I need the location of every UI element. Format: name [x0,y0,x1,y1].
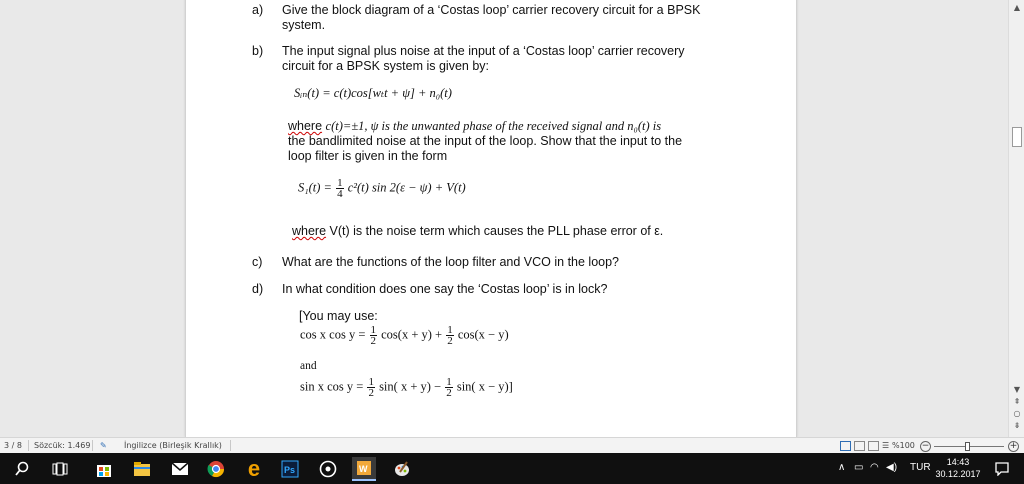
scroll-up-arrow-icon[interactable]: ▲ [1013,3,1021,12]
question-b-text [282,44,782,74]
half-4-num: 1 [446,376,452,388]
half-3-num: 1 [368,376,374,388]
word-count[interactable]: Sözcük: 1.469 [34,441,91,450]
question-a-letter: a) [252,3,264,17]
where-line-2-rest: V(t) is the noise term which causes the PLL phase error of ε. [329,224,664,238]
zoom-level[interactable]: %100 [892,441,915,450]
clock[interactable] [934,456,982,480]
half-2-num: 1 [447,324,453,336]
battery-icon[interactable]: ▭ [854,462,864,473]
status-divider [230,440,231,451]
frac-den: 4 [337,188,343,200]
question-a-line-2: system. [282,18,326,32]
half-1-den: 2 [370,335,376,347]
select-browse-object-icon[interactable]: ○ [1013,409,1021,418]
task-view-icon[interactable] [48,457,72,481]
eq-s1-left: S₁(t) = [298,180,332,195]
question-d-letter: d) [252,282,264,296]
question-b-line-2: circuit for a BPSK system is given by: [282,59,490,73]
vertical-scrollbar[interactable] [1008,0,1024,437]
equation-loop-filter-input [298,178,466,199]
status-bar [0,437,1024,453]
word-icon[interactable] [352,457,376,481]
cos-mid: cos(x + y) + [381,327,443,342]
input-language[interactable]: TUR [910,462,931,473]
scroll-down-arrow-icon[interactable]: ▼ [1013,385,1021,394]
print-layout-view-icon[interactable] [840,441,851,451]
store-icon[interactable] [92,457,116,481]
spell-check-icon[interactable]: ✎ [100,441,107,450]
notifications-icon[interactable] [990,457,1014,481]
frac-num: 1 [337,177,343,189]
question-c-text: What are the functions of the loop filter and VCO in the loop? [282,255,620,269]
scrollbar-thumb[interactable] [1012,127,1022,147]
language-indicator[interactable]: İngilizce (Birleşik Krallık) [124,441,222,450]
svg-text:W: W [359,464,368,474]
clock-date: 30.12.2017 [935,469,981,479]
sin-mid: sin( x + y) − [379,379,442,394]
chrome-icon[interactable] [204,457,228,481]
media-icon[interactable] [316,457,340,481]
half-4-den: 2 [446,387,452,399]
previous-page-icon[interactable]: ⇞ [1013,397,1021,406]
zoom-out-icon[interactable]: − [921,441,930,451]
page-indicator[interactable]: 3 / 8 [4,441,22,450]
next-page-icon[interactable]: ⇟ [1013,421,1021,430]
outline-view-icon[interactable]: ☰ [882,441,890,450]
half-2 [446,325,454,346]
taskbar [0,453,1024,484]
zoom-slider-thumb[interactable] [965,442,970,451]
zoom-in-icon[interactable]: + [1009,441,1018,451]
half-2-den: 2 [447,335,453,347]
where-paragraph-2 [292,224,772,239]
question-a-line-1: Give the block diagram of a ‘Costas loop’ carrier recovery circuit for a BPSK [282,3,701,17]
explorer-icon[interactable] [130,457,154,481]
sin-left: sin x cos y = [300,379,364,394]
full-screen-reading-icon[interactable] [854,441,865,451]
where-line-3: loop filter is given in the form [288,149,448,163]
web-layout-icon[interactable] [868,441,879,451]
edge-icon[interactable]: e [247,456,261,481]
hint-title: [You may use: [299,309,378,323]
clock-time: 14:43 [946,457,970,467]
mail-icon[interactable] [168,457,192,481]
question-d-text: In what condition does one say the ‘Costas loop’ is in lock? [282,282,608,296]
half-1 [370,325,378,346]
half-3-den: 2 [368,387,374,399]
half-1-num: 1 [370,324,376,336]
where-word-2: where [292,224,327,238]
status-divider [28,440,29,451]
volume-icon[interactable]: ◀) [886,462,898,473]
document-page[interactable] [185,0,797,437]
eq-s1-fraction [336,178,344,199]
hint-and: and [300,360,317,372]
cos-right: cos(x − y) [457,327,509,342]
where-line-1 [288,119,788,134]
question-b-letter: b) [252,44,264,58]
where-paragraph-1 [288,119,788,164]
wifi-icon[interactable]: ◠ [870,462,879,473]
show-hidden-icons-icon[interactable]: ∧ [838,462,846,473]
identity-cos-cos [300,325,509,346]
equation-input-signal: Sᵢₙ(t) = c(t)cos[wₜt + ψ] + n₀(t) [294,86,452,100]
status-divider [92,440,93,451]
half-4 [445,377,453,398]
question-a-text [282,3,782,33]
question-b-line-1: The input signal plus noise at the input of a ‘Costas loop’ carrier recovery [282,44,685,58]
where-line-1-rest: c(t)=±1, ψ is the unwanted phase of the received signal and n₀(t) is [325,119,662,133]
svg-text:Ps: Ps [284,465,296,475]
half-3 [367,377,375,398]
search-icon[interactable] [10,457,34,481]
photoshop-icon[interactable] [278,457,302,481]
identity-sin-cos [300,377,513,398]
where-word: where [288,119,323,133]
paint-icon[interactable] [390,457,414,481]
question-c-letter: c) [252,255,263,269]
where-line-2: the bandlimited noise at the input of the loop. Show that the input to the [288,134,683,148]
cos-left: cos x cos y = [300,327,366,342]
eq-s1-right: c²(t) sin 2(ε − ψ) + V(t) [347,180,466,195]
sin-right: sin( x − y)] [456,379,513,394]
